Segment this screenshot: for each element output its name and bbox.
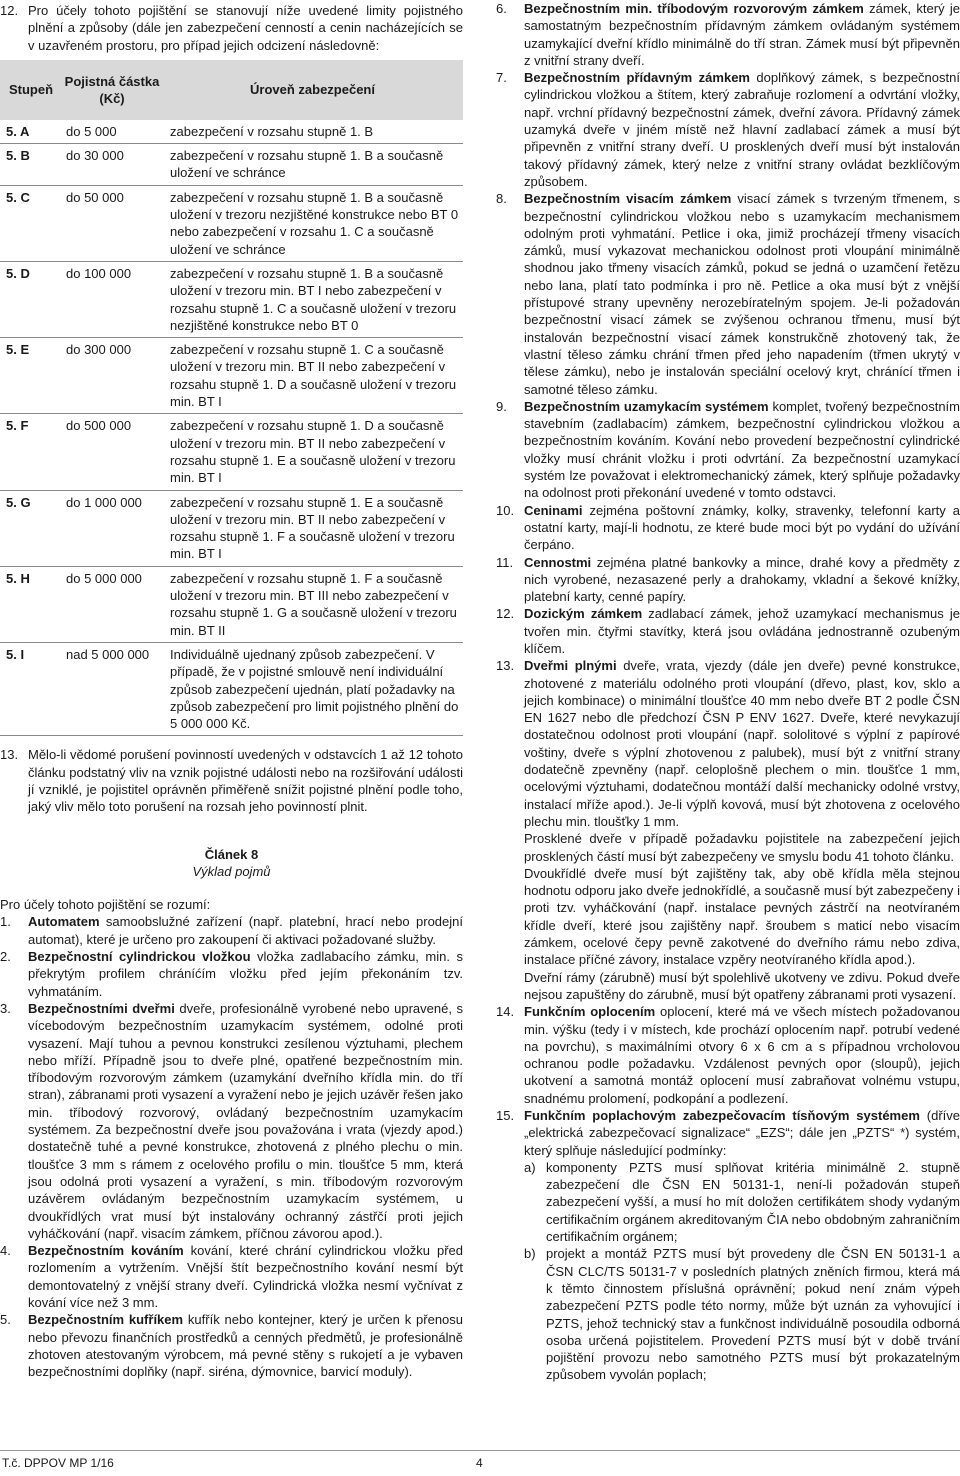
right-definitions [496,0,960,657]
definition-text: doplňkový zámek, s bezpečnostní cylindrickou vložkou a štítem, který zabraňuje rozlomení a odvrtání vložky, např. vrchní přídavný bezpečnostní zámek, dveřní závora. Přídavný zámek uzamyká dveře v jiném místě než hlavní zadlabací zámek a musí být připevněn z vnitřní strany dveří. U prosklených dveří musí být instalován takový přídavný zámek, který nelze z vnitřní strany ovládat bezklíčovým způsobem. [524,70,960,189]
sublist-text: projekt a montáž PZTS musí být provedeny dle ČSN EN 50131-1 a ČSN CLC/TS 50131-7 v posledních platných zněních firmou, která má k těmto činnostem příslušná oprávnění; pokud není znám výpeh zabezpečení PZTS podle této normy, může být uznán za vyhovující i PZTS, jehož technický stav a funkčnost individuálně posoudila odborná osoba určená pojistitelem. Provedení PZTS musí být v době trvání pojištění provozu nebo samotného PZTS musí být prokazatelným způsobem vyvolán poplach; [546,1246,960,1383]
definition-number: 11. [496,554,514,570]
definition-term: Cennostmi [524,554,592,570]
definition-text: dveře, vrata, vjezdy (dále jen dveře) pevné konstrukce, zhotovené z materiálu odolného proti vloupání (dřevo, plast, kov, sklo a jejich kombinace) o minimální tloušťce 40 mm nebo dveře BT 2 podle ČSN EN 1627 nebo dle předchozí ČSN P ENV 1627. Dveře, které nevykazují dostatečnou odolnost proti vloupání (např. sololitové s výplní z papírové voštiny, dveře s výplní zhotovenou z palubek), musí být z vnitřní strany dodatečně zpevněny (např. celoplošně plechem o min. tloušťce 1 mm, ocelovými výztuhami, dodatečnou montáží další mechanicky odolné vrstvy, instalací mříže apod.). Je-li výplň kovová, musí být zhotovena z ocelového plechu min. tloušťky 1 mm. [524,658,960,829]
definition-item [0,1311,463,1380]
amount-cell: do 5 000 000 [66,570,142,586]
definition-item [496,502,960,554]
amount-cell: do 500 000 [66,418,132,434]
article-heading [0,846,463,881]
amount-cell: do 5 000 [66,123,117,139]
stage-cell: 5. I [6,646,25,662]
definition-item [0,1242,463,1311]
article-title: Článek 8 [204,846,259,862]
paragraph-13-text: Mělo-li vědomé porušení povinností uvedených v odstavcích 1 až 12 tohoto článku podstatný vliv na vznik pojistné události nebo na rozšiřování události jí vzniklé, je pojistitel oprávněn přiměřeně snížit pojistné plnění podle toho, jaký vliv mělo toto porušení na rozsah jeho povinností plnit. [28,747,463,815]
sublist-item-b [524,1245,960,1383]
definition-text: dveře, profesionálně vyrobené nebo upravené, s vícebodovým bezpečnostním uzamykacím systémem, odolné proti vysazení. Mají tuhou a pevnou konstrukci zesílenou výztuhami, plechem nebo mříží. Případně jsou to dveře plné, opatřené bezpečnostním min. tříbodovým rozvorovým zámkem (uzamykání dveřního křídla min. do tří stran), zábranami proti vysazení a vyražení nebo je jejich uzávěr řešen jako min. tříbodový rozvorový, ovládaný bezpečnostním uzamykacím systémem. Za bezpečnostní dveře jsou považována i vrata (vjezdy apod.) dostatečně tuhé a pevné konstrukce, zhotovená z plného plechu o min. tloušťce 3 mm s rámem z ocelového profilu o min. tloušťce 5 mm, která jsou odolná proti vysazení a vyražení, s min. tříbodovým rozvorovým uzávěrem ovládaným bezpečnostním uzamykacím systémem, u dvoukřídlých vrat musí být instalovány ochranný zástřčí proti jejich vyháčkování (např. visacím zámkem, příčnou závorou apod.). [28,1000,463,1241]
definition-item [496,69,960,190]
definition-number: 12. [496,606,515,622]
definition-number: 15. [496,1108,515,1123]
level-cell: zabezpečení v rozsahu stupně 1. D a současně uložení v trezoru min. BT II nebo zabezpečení v rozsahu stupně 1. E a současně uložení v trezoru min. BT I [170,418,456,486]
definition-term: Funkčním poplachovým zabezpečovacím tísňovým systémem [524,1108,920,1123]
definition-text: kufřík nebo kontejner, který je určen k přenosu nebo převozu finančních prostředků a cenných předmětů, je profesionálně zhotoven atestovaným výrobcem, má pevné stěny s rukojetí a je vybaven bezpečnostními doplňky (např. siréna, dýmovnice, barvicí moduly). [28,1312,464,1380]
definition-number: 7. [496,70,507,86]
amount-cell: do 1 000 000 [66,494,142,510]
definition-text: komplet, tvořený bezpečnostním stavebním (zadlabacím) zámkem, bezpečnostní cylindrickou vložkou a bezpečnostním kováním. Kování nebo provedení bezpečnostní cylindrické vložky musí chránit vložku i proti odvrtání. Za bezpečnostní uzamykací systém lze považovat i elektromechanický zámek, který splňuje požadavky na odolnost proti překonání uvedené v tomto odstavci. [524,398,960,501]
security-table [0,60,463,737]
level-cell: zabezpečení v rozsahu stupně 1. B [170,123,374,139]
definition-14 [496,1003,960,1107]
sublist-item-a [524,1159,960,1245]
definition-text: vložka zadlabacího zámku, min. s překrytým profilem chráníćím vložku před jejím překonáním tzv. vyhmatáním. [28,949,463,999]
stage-cell: 5. F [6,418,29,434]
level-cell: zabezpečení v rozsahu stupně 1. B a současně uložení v trezoru nezjištěné konstrukce nebo BT 0 nebo zabezpečení v rozsahu 1. C a současně uložení ve schránce [170,189,459,257]
definition-term: Dveřmi plnými [524,658,617,674]
definition-text: oplocení, které má ve všech místech požadovanou min. výšku (tedy i v místech, kde prochází oplocením např. potrubí vedené na povrchu), s maximálními otvory 6 x 6 cm a s případnou vrcholovou ochranou podle požadavku. Vzdálenost pevných opor (sloupů), jejich ukotvení a samotná montáž oplocení musí zabraňovat volnému vstupu, snadnému prolomení, podkopání a podlezení. [524,1004,960,1106]
definition-number: 1. [0,914,11,930]
intro-number: 12. [0,3,19,18]
definition-number: 13. [496,658,515,674]
level-cell: zabezpečení v rozsahu stupně 1. B a současně uložení ve schránce [170,148,444,181]
table-row [0,186,463,262]
level-cell: zabezpečení v rozsahu stupně 1. E a současně uložení v trezoru min. BT II nebo zabezpečení v rozsahu stupně 1. F a současně uložení v trezoru min. BT I [170,494,455,562]
definition-item [496,190,960,398]
table-row [0,643,463,736]
definition-body [28,1242,463,1311]
table-row [0,120,463,144]
definition-text: (dříve „elektrická zabezpečovací signalizace“ „EZS“; dále jen „PZTS“ *) systém, který splňuje následující podmínky: [524,1108,960,1158]
definition-number: 2. [0,949,11,965]
footer-divider [0,1450,960,1451]
table-row [0,567,463,643]
definition-number: 8. [496,191,507,207]
level-cell: zabezpečení v rozsahu stupně 1. C a současně uložení v trezoru min. BT II nebo zabezpečení v rozsahu stupně 1. D a současně uložení v trezoru min. BT I [170,342,457,410]
amount-cell: do 30 000 [66,148,124,164]
definition-text: zejména platné bankovky a mince, drahé kovy a předměty z nich vyrobené, nezasazené perly a drahokamy, vkladní a šekové knížky, platební karty, cenné papíry. [524,554,960,605]
level-cell: Individuálně ujednaný způsob zabezpečení. V případě, že v pojistné smlouvě není individuální způsob zabezpečení ujednán, platí požadavky na způsob zabezpečení pro limit pojistného plnění do 5 000 000 Kč. [170,646,459,732]
definition-item [0,913,463,948]
definition-body [524,657,960,1003]
left-column [0,0,463,1380]
definition-text: visací zámek s tvrzeným třmenem, s bezpečnostní cylindrickou vložkou nebo s uzamykacím mechanismem odolným proti vyhmatání. Petlice i oka, jimiž procházejí třmeny visacích zámků, musí vykazovat mechanickou odolnost proti vloupání minimálně shodnou jako třmeny visacích zámků, pokud se jedná o uzamčení řetězu nebo lana, platí tato podmínka i pro ně. Petlice a oka musí být z vnější přístupové strany upevněny nerozebíratelným spojem. Je-li požadován bezpečnostní visací zámek se zvýšenou ochranou třmenu, musí být instalován bezpečnostní visací zámek konstrukčně zhotovený tak, že vlastní těleso zámku chrání třmen před jeho napadením (třmen ukrytý v tělese zámku), nebo je instalován speciální ocelový kryt, chránící třmen i samotné těleso zámku. [524,191,960,397]
definition-term: Ceninami [524,502,583,518]
definition-item [496,0,960,69]
definition-item [0,948,463,1000]
definition-term: Automatem [28,914,100,930]
stage-cell: 5. H [6,570,30,586]
definition-13-p4: Dveřní rámy (zárubně) musí být spolehlivě ukotveny ve zdivu. Pokud dveře nejsou zapuštěny do zárubně, musí být opatřeny zábranami proti vysazení. [524,969,960,1002]
definition-item [496,605,960,657]
amount-cell: do 300 000 [66,342,132,358]
intro-paragraph [0,2,463,54]
definition-body [28,948,463,1000]
definition-number: 4. [0,1243,11,1259]
definition-body [524,1107,960,1384]
definition-term: Bezpečnostními dveřmi [28,1000,175,1016]
definition-term: Bezpečnostní cylindrickou vložkou [28,949,251,965]
definition-text: zadlabací zámek, jehož uzamykací mechanismus je tvořen min. čtyřmi stavítky, která jsou ovládána jednostranně ozubeným klíčem. [524,606,960,656]
stage-cell: 5. C [6,189,30,205]
definition-text: zámek, který je samostatným bezpečnostním přídavným zámkem ovládaným systémem uzamykající dveřní křídlo minimálně do tří stran. Zámek musí být připevněn z vnitřní strany dveří. [524,1,960,68]
definitions-intro: Pro účely tohoto pojištění se rozumí: [0,897,211,913]
definition-body [524,398,960,502]
paragraph-13 [0,746,463,815]
stage-cell: 5. E [6,342,30,358]
definition-item [496,554,960,606]
stage-cell: 5. D [6,265,30,281]
definition-body [524,0,960,69]
footer-document-id: T.č. DPPOV MP 1/16 [2,1456,114,1470]
definition-term: Bezpečnostním min. tříbodovým rozvorovým zámkem [524,1,864,16]
definition-body [28,1311,463,1380]
sublist-text: komponenty PZTS musí splňovat kritéria minimálně 2. stupně zabezpečení dle ČSN EN 50131-1, není-li požadován stupeň zabezpečení vyšší, a musí ho mít doložen certifikátem shody vydaným certifikačním orgánem akreditovaným ČIA nebo obdobným zahraničním certifikačním orgánem; [546,1159,960,1245]
definition-13 [496,657,960,1003]
definition-body [524,190,960,398]
definition-term: Funkčním oplocením [524,1004,656,1020]
definition-13-p3: Dvoukřídlé dveře musí být zajištěny tak, aby obě křídla měla stejnou hodnotu odporu jako dveře jednokřídlé, a současně musí být zabezpečeny i proti tzv. vyháčkování (např. instalace pevných zástrčí na neotvíraném křídle dveří, které jsou zajištěny např. šroubem s maticí nebo visacím zámkem, ocelové čepy pevně zakotvené do dveřního rámu nebo zdiva, instalace příčné závory, instalace vzpěry neotvíraného křídla apod.). [524,865,960,968]
stage-cell: 5. A [6,123,30,139]
definition-term: Bezpečnostním kufříkem [28,1312,184,1328]
table-body [0,120,463,737]
definition-item [0,1000,463,1242]
right-column [496,0,960,1384]
level-cell: zabezpečení v rozsahu stupně 1. F a současně uložení v trezoru min. BT III nebo zabezpečení v rozsahu stupně 1. G a současně uložení v trezoru min. BT II [170,570,457,638]
definition-number: 3. [0,1000,11,1016]
amount-cell: do 50 000 [66,189,124,205]
definition-number: 5. [0,1312,11,1328]
table-row [0,491,463,567]
table-row [0,262,463,338]
sublist-letter: b) [524,1246,536,1262]
article-subtitle: Výklad pojmů [192,863,271,879]
table-row [0,144,463,186]
header-amount: Pojistná částka (Kč) [64,73,160,106]
definition-term: Bezpečnostním uzamykacím systémem [524,398,769,414]
definition-body [28,1000,463,1242]
level-cell: zabezpečení v rozsahu stupně 1. B a současně uložení v trezoru min. BT I nebo zabezpečení v rozsahu stupně 1. C a současně uložení v trezoru nezjištěné konstrukce nebo BT 0 [170,265,457,333]
definition-body [524,1003,960,1107]
table-header [0,60,463,120]
intro-text: Pro účely tohoto pojištění se stanovují níže uvedené limity pojistného plnění a způsoby (dále jen zabezpečení cenností a cenin nacházejících se v uzavřeném prostoru, pro případ jejich odcizení následovně: [28,3,463,53]
definition-13-p2: Prosklené dveře v případě požadavku pojistitele na zabezpečení jejich prosklených částí musí být zabezpečeny ve smyslu bodu 41 tohoto článku. [524,831,960,864]
definition-15 [496,1107,960,1384]
header-stage: Stupeň [8,82,54,98]
stage-cell: 5. B [6,148,30,164]
definition-text: samoobslužné zařízení (např. platební, hrací nebo prodejní automat), které je určeno pro zakoupení či aktivaci požadované služby. [28,914,463,947]
definition-body [28,913,463,948]
sublist-letter: a) [524,1159,536,1175]
table-row [0,414,463,490]
definition-number: 9. [496,398,507,414]
stage-cell: 5. G [6,494,31,510]
definition-item [496,398,960,502]
definition-term: Bezpečnostním visacím zámkem [524,191,732,207]
definition-body [524,69,960,190]
amount-cell: nad 5 000 000 [66,646,150,662]
definition-number: 14. [496,1004,515,1020]
definition-term: Dozickým zámkem [524,606,643,622]
definition-body [524,502,960,554]
definition-number: 10. [496,502,515,518]
definition-text: kování, které chrání cylindrickou vložku před rozlomením a vytržením. Vnější štít bezpečnostního kování nesmí být demontovatelný z vnější strany dveří. Cylindrická vložka nesmí vyčnívat z kování více než 3 mm. [28,1243,463,1310]
definition-term: Bezpečnostním přídavným zámkem [524,70,750,86]
definition-text: zejména poštovní známky, kolky, stravenky, telefonní karty a ostatní karty, mají-li hodnotu, ze které bude moci být po vydání do užívání čerpáno. [524,502,960,553]
footer-page-number: 4 [476,1456,483,1470]
paragraph-13-number: 13. [0,747,19,763]
definition-term: Bezpečnostním kováním [28,1243,184,1259]
definition-body [524,554,960,606]
header-level: Úroveň zabezpečení [250,82,375,98]
definition-body [524,605,960,657]
left-definitions [0,913,463,1380]
table-row [0,338,463,414]
amount-cell: do 100 000 [66,265,132,281]
definition-number: 6. [496,1,507,16]
